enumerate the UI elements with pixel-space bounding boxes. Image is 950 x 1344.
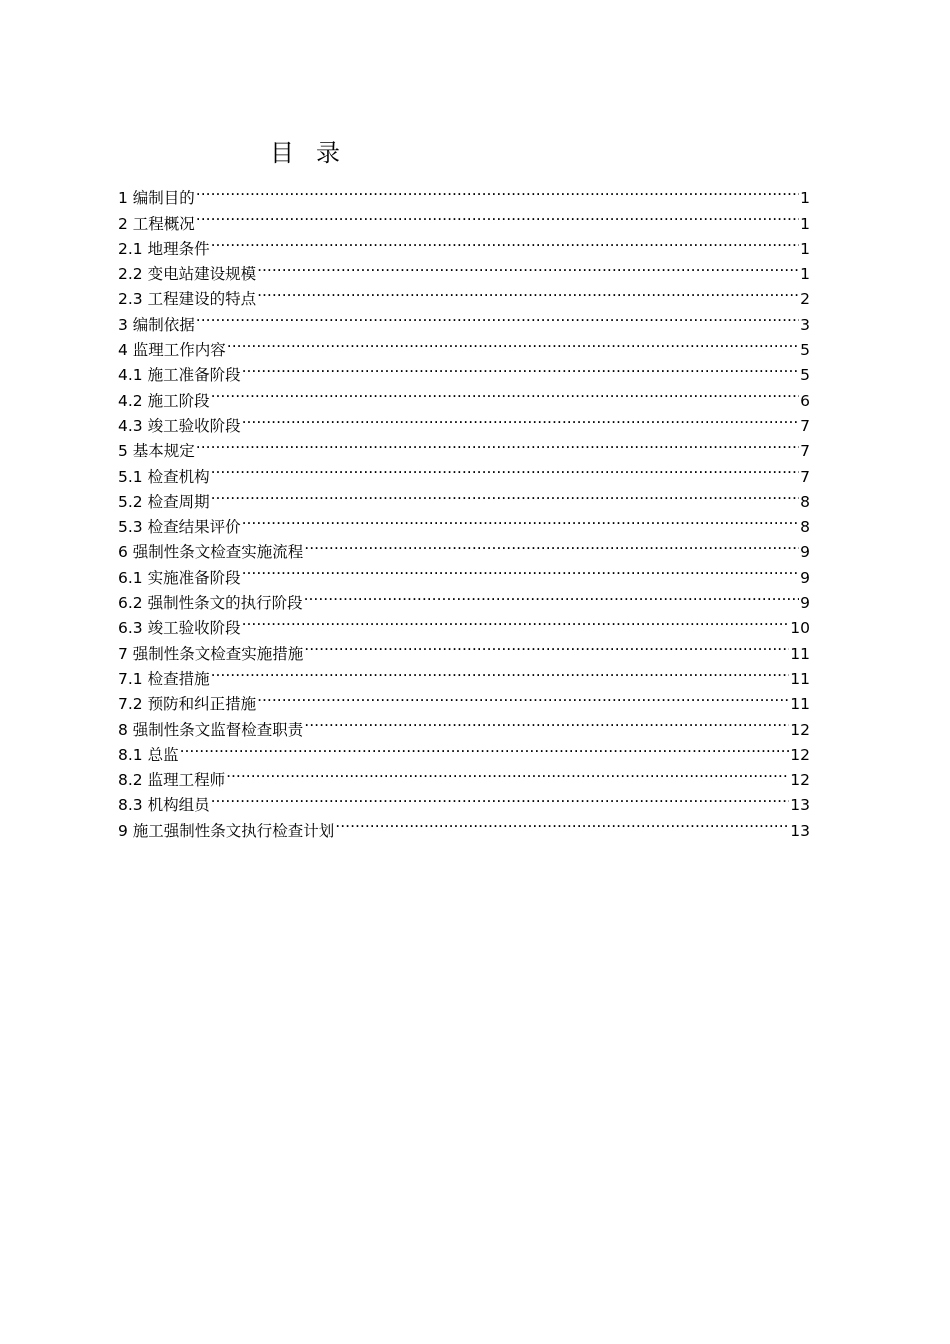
toc-dot-leader — [196, 431, 799, 456]
toc-entry-label: 1 编制目的 — [118, 189, 195, 208]
toc-entry[interactable] — [118, 785, 810, 815]
toc-entry-label: 7 强制性条文检查实施措施 — [118, 644, 304, 663]
toc-entry-page-number: 2 — [800, 290, 810, 309]
toc-dot-leader — [335, 810, 789, 835]
toc-dot-leader — [211, 380, 800, 405]
toc-entry-page-number: 6 — [800, 391, 810, 410]
toc-entry-page-number: 7 — [800, 416, 810, 435]
toc-entry-label: 8.3 机构组员 — [118, 796, 210, 815]
toc-entry[interactable] — [118, 482, 810, 511]
toc-dot-leader — [196, 178, 799, 203]
toc-entry-page-number: 1 — [800, 189, 810, 208]
toc-entry-page-number: 12 — [790, 720, 810, 739]
toc-entry-page-number: 3 — [800, 315, 810, 334]
toc-entry-label: 7.2 预防和纠正措施 — [118, 695, 257, 714]
toc-dot-leader — [257, 254, 799, 279]
toc-dot-leader — [242, 406, 800, 431]
toc-dot-leader — [304, 633, 789, 658]
toc-entry-page-number: 9 — [800, 543, 810, 562]
toc-entry[interactable] — [118, 456, 810, 486]
toc-dot-leader — [211, 785, 790, 810]
toc-dot-leader — [211, 456, 800, 481]
toc-entry[interactable] — [118, 203, 810, 233]
toc-entry-page-number: 8 — [800, 492, 810, 511]
toc-entry[interactable] — [118, 380, 810, 410]
toc-entry-page-number: 11 — [790, 669, 810, 688]
toc-entry-label: 2.3 工程建设的特点 — [118, 290, 257, 309]
toc-entry[interactable] — [118, 254, 810, 284]
toc-dot-leader — [226, 760, 789, 785]
toc-dot-leader — [196, 203, 799, 228]
toc-entry-page-number: 1 — [800, 265, 810, 284]
toc-entry-label: 8 强制性条文监督检查职责 — [118, 720, 304, 739]
toc-dot-leader — [242, 355, 800, 380]
toc-entry-page-number: 5 — [800, 341, 810, 360]
toc-entry-label: 4.3 竣工验收阶段 — [118, 416, 241, 435]
toc-entry-label: 6.1 实施准备阶段 — [118, 568, 241, 587]
toc-entry[interactable] — [118, 810, 810, 840]
toc-entry[interactable] — [118, 178, 810, 208]
toc-entry-label: 6 强制性条文检查实施流程 — [118, 543, 304, 562]
toc-entry-label: 6.2 强制性条文的执行阶段 — [118, 594, 303, 613]
toc-dot-leader — [257, 684, 789, 709]
toc-entry-page-number: 11 — [790, 644, 810, 663]
toc-entry-label: 3 编制依据 — [118, 315, 195, 334]
toc-entry[interactable] — [118, 760, 810, 790]
toc-entry-label: 4 监理工作内容 — [118, 341, 226, 360]
toc-entry-page-number: 11 — [790, 695, 810, 714]
toc-entry[interactable] — [118, 229, 810, 258]
toc-entry[interactable] — [118, 304, 810, 334]
toc-entry-label: 6.3 竣工验收阶段 — [118, 619, 241, 638]
toc-entry-label: 4.2 施工阶段 — [118, 391, 210, 410]
toc-entry-page-number: 9 — [800, 568, 810, 587]
toc-entry-label: 5.3 检查结果评价 — [118, 518, 241, 537]
toc-dot-leader — [257, 279, 799, 304]
toc-entry-page-number: 13 — [790, 796, 810, 815]
toc-entry-label: 4.1 施工准备阶段 — [118, 366, 241, 385]
toc-entry-label: 7.1 检查措施 — [118, 669, 210, 688]
toc-dot-leader — [211, 659, 790, 684]
toc-entry[interactable] — [118, 406, 810, 435]
toc-dot-leader — [242, 608, 790, 633]
toc-entry-page-number: 1 — [800, 239, 810, 258]
toc-entry[interactable] — [118, 431, 810, 461]
toc-entry[interactable] — [118, 659, 810, 688]
toc-entry-page-number: 9 — [800, 594, 810, 613]
toc-entry-label: 9 施工强制性条文执行检查计划 — [118, 821, 335, 840]
toc-dot-leader — [196, 304, 799, 329]
toc-entry[interactable] — [118, 507, 810, 537]
toc-entry-label: 5 基本规定 — [118, 442, 195, 461]
toc-entry-label: 2.2 变电站建设规模 — [118, 265, 257, 284]
toc-entry-page-number: 12 — [790, 745, 810, 764]
toc-dot-leader — [304, 583, 800, 608]
toc-dot-leader — [242, 557, 800, 582]
toc-entry-page-number: 1 — [800, 214, 810, 233]
toc-entry[interactable] — [118, 735, 810, 764]
toc-dot-leader — [211, 229, 800, 254]
toc-entry[interactable] — [118, 330, 810, 360]
toc-dot-leader — [211, 482, 800, 507]
toc-dot-leader — [180, 735, 790, 760]
toc-entry-label: 2.1 地理条件 — [118, 239, 210, 258]
toc-dot-leader — [304, 532, 799, 557]
toc-entry-page-number: 7 — [800, 467, 810, 486]
toc-dot-leader — [227, 330, 799, 355]
toc-entry-label: 2 工程概况 — [118, 214, 195, 233]
toc-entry-page-number: 10 — [790, 619, 810, 638]
toc-entry-label: 5.2 检查周期 — [118, 492, 210, 511]
toc-entry-page-number: 5 — [800, 366, 810, 385]
toc-entry-label: 8.2 监理工程师 — [118, 771, 226, 790]
toc-entry-page-number: 13 — [790, 821, 810, 840]
toc-entry-page-number: 7 — [800, 442, 810, 461]
toc-list — [118, 178, 810, 840]
toc-entry-page-number: 12 — [790, 771, 810, 790]
toc-dot-leader — [304, 709, 789, 734]
toc-entry-label: 8.1 总监 — [118, 745, 179, 764]
toc-dot-leader — [242, 507, 800, 532]
toc-entry[interactable] — [118, 684, 810, 714]
toc-title: 目录 — [270, 139, 362, 167]
toc-entry-label: 5.1 检查机构 — [118, 467, 210, 486]
toc-entry-page-number: 8 — [800, 518, 810, 537]
